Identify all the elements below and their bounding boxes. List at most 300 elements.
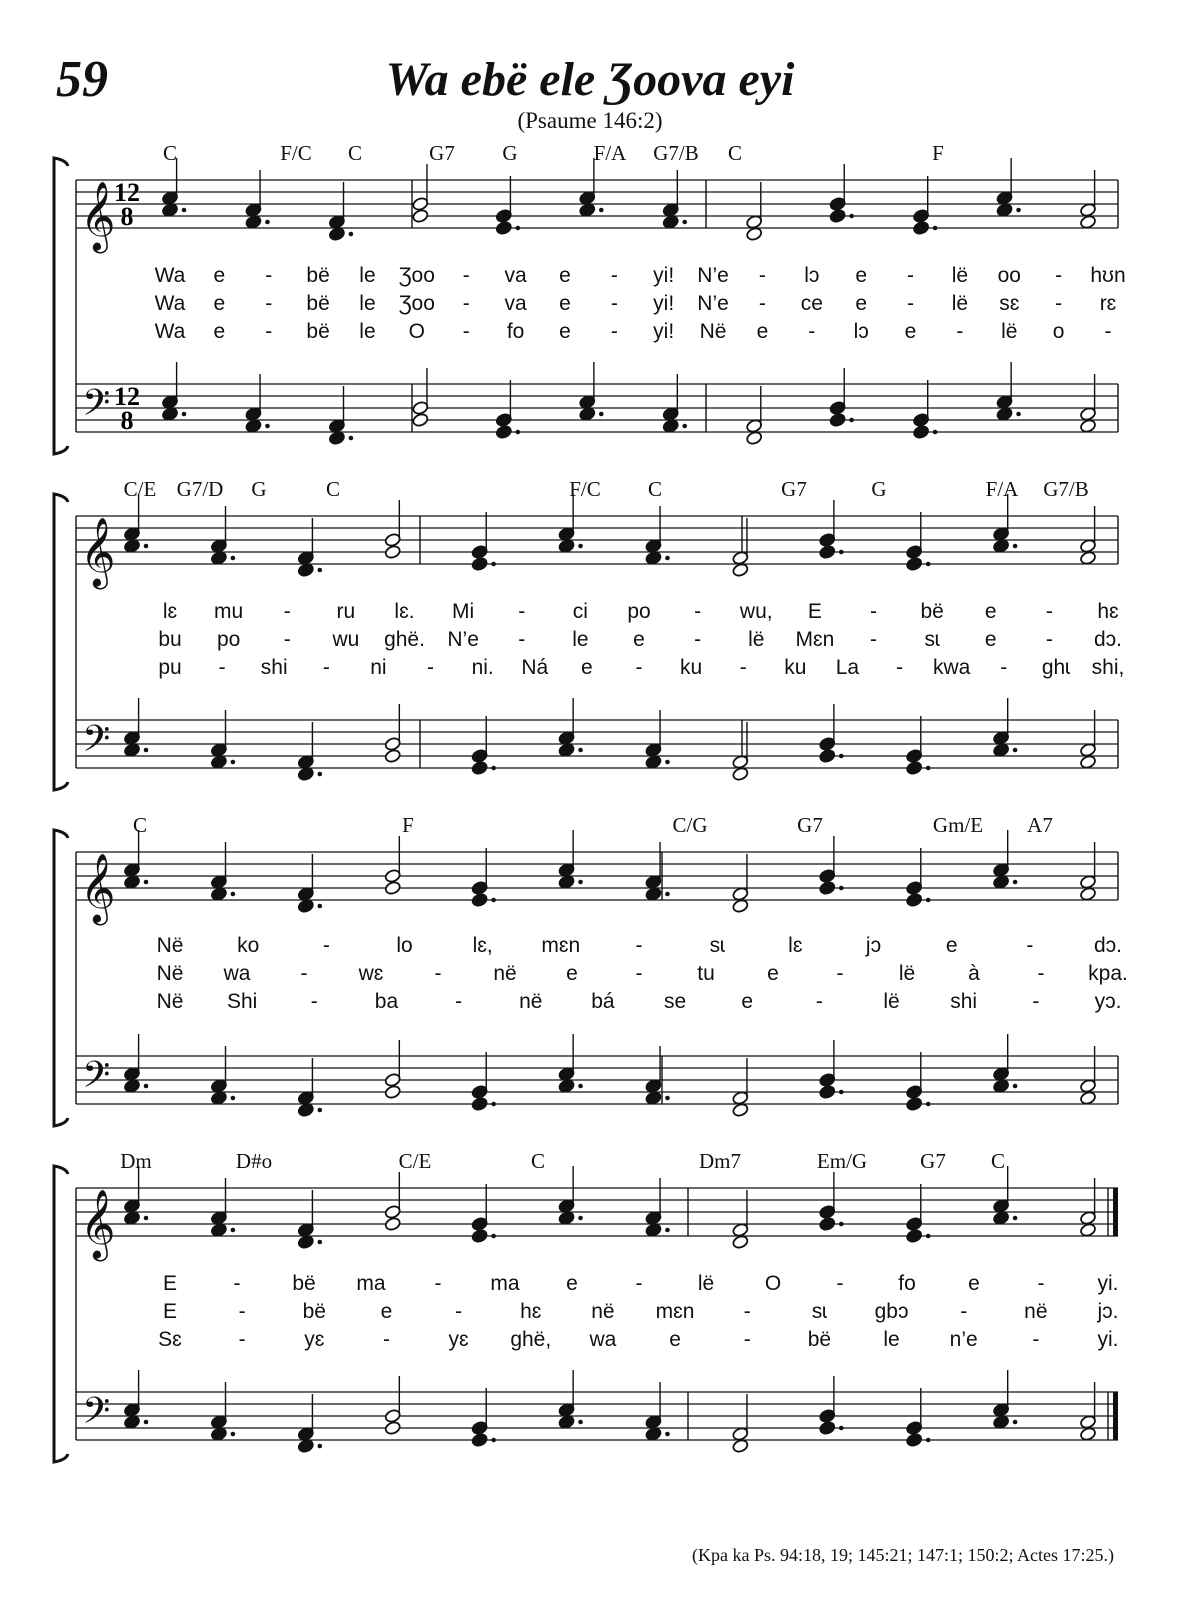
lyric-syllable: - xyxy=(1045,628,1053,651)
lyric-syllable: - xyxy=(956,320,964,343)
lyric-syllable: - xyxy=(1104,320,1112,343)
system-3 xyxy=(54,813,1128,1126)
notehead xyxy=(819,544,836,559)
chord-symbol: C xyxy=(132,813,148,837)
lyric-syllable: - xyxy=(743,1328,751,1351)
lyric-syllable: ku xyxy=(680,656,703,679)
notehead xyxy=(992,1078,1009,1093)
notehead xyxy=(829,208,846,223)
notehead xyxy=(992,1414,1009,1429)
notehead xyxy=(579,202,596,217)
dot xyxy=(265,220,270,225)
song-number: 59 xyxy=(56,51,108,108)
notehead xyxy=(1079,1090,1096,1105)
notehead xyxy=(471,1096,488,1111)
bass-notes-2 xyxy=(123,698,1096,782)
system-bracket xyxy=(54,494,68,790)
system-bracket xyxy=(54,1166,68,1462)
lyric-syllable: - xyxy=(836,1272,844,1295)
dot xyxy=(849,418,854,423)
lyric-syllable: bë xyxy=(807,1328,832,1351)
notehead xyxy=(123,1078,140,1093)
dot xyxy=(318,1108,323,1113)
notehead xyxy=(1079,418,1096,433)
lyric-syllable: ru xyxy=(336,600,356,623)
lyric-syllable: e xyxy=(945,934,958,957)
notehead xyxy=(829,412,846,427)
notehead xyxy=(645,1090,662,1105)
lyric-syllable: lo xyxy=(396,934,413,957)
lyric-syllable: Ʒoo xyxy=(398,264,435,287)
lyric-syllable: - xyxy=(283,600,291,623)
lyric-syllable: N’e xyxy=(697,264,729,287)
lyric-syllable: O xyxy=(408,320,426,343)
notehead xyxy=(384,748,401,763)
dot xyxy=(318,772,323,777)
lyric-syllable: yi! xyxy=(653,264,675,287)
chord-symbol: F/C xyxy=(280,141,312,165)
lyric-syllable: bu xyxy=(158,628,182,651)
lyric-syllable: lë xyxy=(1001,320,1018,343)
lyric-syllable: në xyxy=(493,962,517,985)
lyric-syllable: bë xyxy=(920,600,944,623)
lyric-syllable: - xyxy=(322,656,330,679)
lyric-syllable: bë xyxy=(306,292,330,315)
notehead xyxy=(996,406,1013,421)
dot xyxy=(926,1438,931,1443)
dot xyxy=(318,568,323,573)
lyric-syllable: - xyxy=(960,1300,968,1323)
notehead xyxy=(161,406,178,421)
lyric-syllable: hɛ xyxy=(1097,600,1119,623)
lyric-syllable: - xyxy=(1045,600,1053,623)
dot xyxy=(926,766,931,771)
dot xyxy=(318,1240,323,1245)
notehead xyxy=(297,1438,314,1453)
lyric-syllable: oo xyxy=(997,264,1021,287)
notehead xyxy=(732,1234,749,1249)
lyric-syllable: Në xyxy=(156,934,184,957)
notehead xyxy=(912,424,929,439)
lyric-syllable: yi. xyxy=(1097,1272,1119,1295)
notehead xyxy=(297,766,314,781)
dot xyxy=(933,226,938,231)
chord-symbol: C xyxy=(325,477,341,501)
chord-symbol: D#o xyxy=(235,1149,273,1173)
lyric-syllable: lë xyxy=(951,292,969,315)
dot xyxy=(839,1426,844,1431)
chord-symbol: G7 xyxy=(429,141,455,165)
treble-notes-2 xyxy=(123,494,1096,578)
lyric-syllable: sɛ xyxy=(999,292,1020,315)
dot xyxy=(231,1096,236,1101)
lyric-syllable: - xyxy=(907,264,915,287)
notehead xyxy=(210,886,227,901)
notehead xyxy=(662,214,679,229)
lyric-syllable: Në xyxy=(699,320,727,343)
notehead xyxy=(558,742,575,757)
notehead xyxy=(471,1228,488,1243)
lyric-syllable: e xyxy=(741,990,754,1013)
dot xyxy=(578,1084,583,1089)
notehead xyxy=(645,1426,662,1441)
dot xyxy=(682,424,687,429)
chord-symbol: G7 xyxy=(797,813,823,837)
dot xyxy=(839,754,844,759)
notehead xyxy=(558,1078,575,1093)
lyric-syllable: e xyxy=(984,628,997,651)
chord-symbol: G xyxy=(871,477,887,501)
chord-symbol: G xyxy=(251,477,267,501)
lyric-syllable: - xyxy=(265,320,273,343)
lyric-syllable: - xyxy=(283,628,291,651)
lyric-syllable: - xyxy=(238,1300,246,1323)
dot xyxy=(849,214,854,219)
lyric-syllable: e xyxy=(669,1328,681,1351)
dot xyxy=(926,1234,931,1239)
lyric-syllable: - xyxy=(518,628,526,651)
notehead xyxy=(558,874,575,889)
lyric-syllable: e xyxy=(904,320,917,343)
notehead xyxy=(495,220,512,235)
lyric-syllable: lë xyxy=(697,1272,715,1295)
lyric-syllable: va xyxy=(504,292,527,315)
lyric-syllable: - xyxy=(694,628,702,651)
song-subtitle: (Psaume 146:2) xyxy=(517,108,663,133)
lyric-syllable: e xyxy=(213,320,226,343)
lyric-syllable: e xyxy=(559,320,571,343)
lyric-syllable: Në xyxy=(156,962,184,985)
chord-symbol: C xyxy=(727,141,743,165)
song-title: Wa ebë ele Ʒoova eyi xyxy=(385,53,795,106)
lyric-syllable: ku xyxy=(784,656,807,679)
lyric-syllable: E xyxy=(807,600,822,623)
lyric-syllable: mɛn xyxy=(655,1300,695,1323)
bass-staff-1 xyxy=(76,384,1118,432)
chord-symbol: Em/G xyxy=(816,1149,868,1173)
dot xyxy=(144,1084,149,1089)
notehead xyxy=(912,220,929,235)
lyric-syllable: mu xyxy=(214,600,244,623)
notehead xyxy=(1079,1222,1096,1237)
lyric-syllable: va xyxy=(504,264,527,287)
notehead xyxy=(1079,1426,1096,1441)
lyric-syllable: - xyxy=(462,292,470,315)
system-2 xyxy=(54,477,1124,790)
lyric-syllable: wa xyxy=(589,1328,617,1351)
lyric-syllable: e xyxy=(566,1272,578,1295)
dot xyxy=(1013,1084,1018,1089)
notehead xyxy=(662,418,679,433)
lyric-syllable: - xyxy=(300,962,308,985)
notehead xyxy=(819,1084,836,1099)
lyric-syllable: ni. xyxy=(471,656,494,679)
dot xyxy=(144,1420,149,1425)
dot xyxy=(599,412,604,417)
dot xyxy=(231,1228,236,1233)
lyric-syllable: mɛn xyxy=(541,934,581,957)
lyric-syllable: wɛ xyxy=(358,962,384,985)
chord-symbol: G7/D xyxy=(176,477,224,501)
lyric-syllable: fo xyxy=(898,1272,916,1295)
dot xyxy=(599,208,604,213)
treble-time-bottom: 8 xyxy=(120,202,134,231)
lyric-syllable: rɛ xyxy=(1099,292,1117,315)
chord-symbol: C/E xyxy=(398,1149,432,1173)
notehead xyxy=(732,1438,749,1453)
bass-clef-icon: 𝄢 xyxy=(82,1054,111,1105)
lyric-syllable: o xyxy=(1052,320,1065,343)
lyric-syllable: - xyxy=(322,934,330,957)
lyric-syllable: - xyxy=(758,292,766,315)
lyric-syllable: wu, xyxy=(739,600,773,623)
lyric-syllable: në xyxy=(591,1300,615,1323)
dot xyxy=(926,562,931,567)
dot xyxy=(1013,1216,1018,1221)
lyric-syllable: Shi xyxy=(226,990,258,1013)
treble-staff-1 xyxy=(76,180,1118,228)
lyric-syllable: bë xyxy=(302,1300,326,1323)
lyric-syllable: - xyxy=(1026,934,1034,957)
bass-notes-4 xyxy=(123,1370,1096,1454)
notehead xyxy=(384,880,401,895)
treble-clef-icon: 𝄞 xyxy=(80,517,116,587)
notehead xyxy=(245,214,262,229)
notehead xyxy=(558,1414,575,1429)
lyric-syllable: - xyxy=(310,990,318,1013)
lyric-syllable: e xyxy=(566,962,578,985)
lyric-syllable: bë xyxy=(306,320,330,343)
lyric-syllable: le xyxy=(359,320,376,343)
notehead xyxy=(495,424,512,439)
dot xyxy=(491,562,496,567)
notehead xyxy=(245,418,262,433)
notehead xyxy=(732,1102,749,1117)
lyric-syllable: tu xyxy=(697,962,715,985)
lyric-syllable: lɛ xyxy=(162,600,178,623)
notehead xyxy=(384,1420,401,1435)
lyric-syllable: lɛ xyxy=(788,934,803,957)
lyric-syllable: lë xyxy=(883,990,900,1013)
lyric-syllable: - xyxy=(218,656,226,679)
bass-time-top: 12 xyxy=(114,382,140,411)
notehead xyxy=(297,562,314,577)
lyric-syllable: - xyxy=(382,1328,390,1351)
lyric-syllable: yi! xyxy=(653,292,675,315)
lyric-syllable: dɔ. xyxy=(1093,628,1123,651)
dot xyxy=(1013,748,1018,753)
dot xyxy=(682,220,687,225)
chord-symbol: C xyxy=(347,141,363,165)
treble-notes-3 xyxy=(123,830,1096,914)
lyric-syllable: - xyxy=(1055,292,1063,315)
dot xyxy=(231,1432,236,1437)
notehead xyxy=(992,742,1009,757)
notehead xyxy=(412,412,429,427)
lyric-syllable: - xyxy=(610,264,618,287)
lyric-syllable: lë xyxy=(951,264,969,287)
treble-clef-icon: 𝄞 xyxy=(80,853,116,923)
lyric-syllable: yɛ xyxy=(448,1328,469,1351)
dot xyxy=(516,430,521,435)
lyric-syllable: - xyxy=(610,292,618,315)
lyric-syllable: - xyxy=(455,1300,463,1323)
notehead xyxy=(123,538,140,553)
notehead xyxy=(746,430,763,445)
lyric-syllable: Ná xyxy=(521,656,549,679)
notehead xyxy=(384,1216,401,1231)
notehead xyxy=(819,1216,836,1231)
lyric-syllable: fo xyxy=(506,320,525,343)
dot xyxy=(839,1090,844,1095)
lyric-syllable: Ʒoo xyxy=(398,292,435,315)
lyric-syllable: ko xyxy=(237,934,260,957)
notehead xyxy=(471,556,488,571)
notehead xyxy=(819,1420,836,1435)
dot xyxy=(144,880,149,885)
lyric-syllable: - xyxy=(870,628,877,651)
system-bracket xyxy=(54,830,68,1126)
lyric-syllable: jɔ xyxy=(865,934,882,957)
dot xyxy=(1016,208,1021,213)
lyric-syllable: - xyxy=(462,264,470,287)
dot xyxy=(318,904,323,909)
lyric-syllable: - xyxy=(1000,656,1008,679)
dot xyxy=(491,1102,496,1107)
lyric-syllable: le xyxy=(572,628,589,651)
treble-clef-icon: 𝄞 xyxy=(80,1189,116,1259)
lyric-syllable: po xyxy=(216,628,241,651)
notehead xyxy=(579,406,596,421)
notehead xyxy=(906,892,923,907)
dot xyxy=(665,1432,670,1437)
chord-symbol: A7 xyxy=(1027,813,1053,837)
notehead xyxy=(645,754,662,769)
notehead xyxy=(906,556,923,571)
lyric-syllable: shi, xyxy=(1091,656,1125,679)
lyric-syllable: e xyxy=(633,628,645,651)
lyric-syllable: - xyxy=(635,656,643,679)
lyric-syllable: e xyxy=(968,1272,980,1295)
dot xyxy=(144,748,149,753)
notehead xyxy=(123,742,140,757)
notehead xyxy=(328,226,345,241)
dot xyxy=(578,748,583,753)
dot xyxy=(665,1228,670,1233)
notehead xyxy=(819,748,836,763)
notehead xyxy=(992,538,1009,553)
lyric-syllable: e xyxy=(581,656,593,679)
lyric-syllable: - xyxy=(758,264,766,287)
lyric-syllable: Sɛ xyxy=(158,1328,182,1351)
lyric-syllable: e xyxy=(559,264,571,287)
lyric-syllable: ghë, xyxy=(510,1328,552,1351)
lyric-syllable: - xyxy=(1032,1328,1040,1351)
notehead xyxy=(471,892,488,907)
chord-symbol: Dm xyxy=(120,1149,152,1173)
chord-symbol: G7/B xyxy=(1043,477,1089,501)
chord-symbol: C xyxy=(990,1149,1006,1173)
lyric-syllable: e xyxy=(855,292,868,315)
lyric-syllable: wa xyxy=(223,962,251,985)
lyric-syllable: E xyxy=(162,1272,178,1295)
lyric-syllable: kpa. xyxy=(1088,962,1128,985)
dot xyxy=(491,1438,496,1443)
dot xyxy=(1013,544,1018,549)
notehead xyxy=(328,430,345,445)
dot xyxy=(144,544,149,549)
chord-symbol: C/G xyxy=(672,813,708,837)
lyric-syllable: - xyxy=(238,1328,246,1351)
lyric-syllable: e xyxy=(380,1300,393,1323)
notehead xyxy=(384,544,401,559)
lyric-syllable: kwa xyxy=(932,656,971,679)
system-bracket xyxy=(54,158,68,454)
system-4 xyxy=(54,1149,1119,1462)
dot xyxy=(182,208,187,213)
lyric-syllable: - xyxy=(743,1300,751,1323)
notehead xyxy=(906,1228,923,1243)
lyric-syllable: pu xyxy=(158,656,182,679)
notehead xyxy=(558,538,575,553)
lyric-syllable: - xyxy=(1032,990,1040,1013)
lyric-syllable: N’e xyxy=(447,628,479,651)
lyric-syllable: bë xyxy=(292,1272,316,1295)
lyric-syllable: - xyxy=(455,990,463,1013)
lyric-syllable: - xyxy=(610,320,618,343)
lyric-syllable: e xyxy=(984,600,997,623)
lyric-syllable: shi xyxy=(260,656,288,679)
bass-clef-icon: 𝄢 xyxy=(82,382,111,433)
lyric-syllable: në xyxy=(1024,1300,1048,1323)
notehead xyxy=(1079,886,1096,901)
notehead xyxy=(992,1210,1009,1225)
chord-symbol: C xyxy=(647,477,663,501)
chord-symbol: F/A xyxy=(593,141,627,165)
lyric-syllable: gbɔ xyxy=(874,1300,909,1323)
notehead xyxy=(819,880,836,895)
notehead xyxy=(992,874,1009,889)
chord-symbol: Dm7 xyxy=(699,1149,741,1173)
lyric-syllable: e xyxy=(559,292,571,315)
dot xyxy=(839,886,844,891)
notehead xyxy=(384,1084,401,1099)
lyric-syllable: - xyxy=(836,962,844,985)
lyric-syllable: Në xyxy=(156,990,184,1013)
lyric-syllable: - xyxy=(518,600,526,623)
notehead xyxy=(906,760,923,775)
lyric-syllable: dɔ. xyxy=(1093,934,1123,957)
lyric-syllable: lɔ xyxy=(853,320,869,343)
notehead xyxy=(210,1222,227,1237)
notehead xyxy=(906,1432,923,1447)
lyric-syllable: bë xyxy=(306,264,330,287)
lyric-syllable: - xyxy=(1037,1272,1045,1295)
lyric-syllable: lë xyxy=(748,628,765,651)
lyric-syllable: - xyxy=(907,292,915,315)
lyric-syllable: yi! xyxy=(653,320,675,343)
dot xyxy=(933,430,938,435)
dot xyxy=(665,892,670,897)
lyric-syllable: - xyxy=(427,656,435,679)
lyric-syllable: e xyxy=(756,320,769,343)
notehead xyxy=(906,1096,923,1111)
lyric-syllable: në xyxy=(519,990,543,1013)
lyric-syllable: E xyxy=(162,1300,178,1323)
bass-notes-1 xyxy=(161,362,1096,446)
notehead xyxy=(297,1234,314,1249)
notehead xyxy=(297,1102,314,1117)
